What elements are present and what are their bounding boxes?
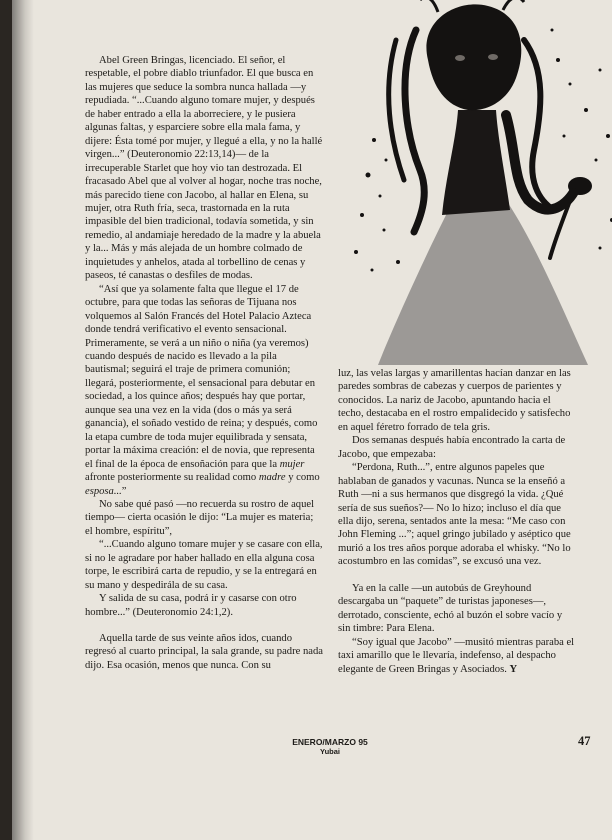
- emphasis: mujer: [279, 458, 305, 470]
- paragraph: Dos semanas después había encontrado la carta de Jacobo, que empezaba:: [338, 435, 566, 460]
- ink-illustration: [338, 0, 612, 365]
- paragraph: [85, 283, 323, 498]
- paragraph: luz, las velas largas y amarillentas hacían danzar en las paredes sombras de cabezas y cuerpos de parientes y conocidos. La nariz de Jacobo, apuntando hacia el techo, destacaba en el rostro empalidecido y satisfecho en aquel féretro forrado de tela gris.: [338, 368, 571, 433]
- paragraph: “Perdona, Ruth...”, entre algunos papeles que hablaban de ganados y vacunas. Nunca se la enseñó a Ruth —ni a sus hermanos que disgregó la vida. ¿Qué sería de sus sueños?— No lo hizo; incluso el día que ella dijo, serena, sentados ante la mesa: “Me caso con John Fleming ...”; aquel gringo jubilado y aséptico que murió a los tres años porque adoraba el whisky. “No lo acostumbro en las comidas”, se excusó una vez.: [338, 462, 571, 568]
- paragraph: Y salida de su casa, podrá ir y casarse con otro hombre...” (Deuteronomio 24:1,2).: [85, 593, 297, 618]
- emphasis: madre: [258, 472, 286, 484]
- text-run: afronte posteriormente su realidad como: [85, 472, 259, 484]
- paragraph: No sabe qué pasó —no recuerda su rostro de aquel tiempo— cierta ocasión le dijo: “La mujer es materia; el hombre, espíritu”,: [85, 498, 315, 537]
- end-mark: Y: [509, 663, 518, 675]
- left-text-column: [85, 54, 323, 672]
- paragraph: Abel Green Bringas, licenciado. El señor, el respetable, el pobre diablo triunfador. El que busca en las mujeres que seduce la sombra nunca hallada —y repudiada. “...Cuando alguno tomare mujer, y después de haber entrado a ella la aborreciere, y le pusiera algunas faltas, y esparciere sobre ella mala fama, y dijere: Ésta tomé por mujer, y llegué a ella, y no la hallé virgen...” (Deuteronomio 22:13,14)— de la irrecuperable Starlet que hoy vio tan destrozada. El fracasado Abel que al volver al hogar, noche tras noche, más parecido tiene con Jacobo, al hallar en Elena, su mujer, otra Ruth fría, seca, trastornada en la ruta impasible del bien tradicional, todavía sometida, y sin remedio, al andamiaje heredado de la madre y la abuela y la... Más y más alejada de un hombre colmado de inquietudes y anhelos, atada al torbellino de cenas y paseos, té canastas o desfiles de modas.: [85, 55, 323, 282]
- issue-date: ENERO/MARZO 95: [292, 737, 368, 747]
- paragraph: Aquella tarde de sus veinte años idos, cuando regresó al cuarto principal, la sala grande, su padre nada dijo. Esa ocasión, menos que nunca. Con su: [85, 633, 323, 671]
- text-run: ”: [121, 485, 127, 497]
- magazine-name: Yubai: [319, 747, 340, 756]
- text-run: y como: [285, 472, 320, 484]
- footer-issue: [280, 737, 380, 757]
- text-run: “Así que ya solamente falta que llegue el 17 de octubre, para que todas las señoras de Tijuana nos volquemos al Salón Francés del Hotel Palacio Azteca donde tendrá verificativo el evento sensacional. Primeramente, se verá a un niño o niña (ya veremos) cuando después de nacido es llevado a la pila bautismal; seguirá el traje de primera comunión; llegará, posteriormente, el sensacional para debutar en sociedad, a los quince años; después hay que portar, aunque sea una vez en la vida (dos o más ya será ganancia), el soñado vestido de reina; y después, como la etapa cumbre de toda mujer equilibrada y sensata, portar la máxima creación: el de novia, que representa el final de la época de ensoñación para que la: [85, 283, 318, 470]
- paragraph: [338, 636, 576, 676]
- paragraph: Ya en la calle —un autobús de Greyhound descargaba un “paquete” de turistas japoneses—, derrotado, consciente, echó al buzón el sobre vacío y sin timbre: Para Elena.: [338, 582, 563, 635]
- magazine-page: [12, 0, 612, 840]
- emphasis: esposa...: [85, 485, 122, 497]
- right-text-column: [338, 367, 576, 676]
- paragraph: “...Cuando alguno tomare mujer y se casare con ella, si no le agradare por haber hallado en ella alguna cosa torpe, le escribirá carta de repudio, y se la entregará en su mano y despedirála de su casa.: [85, 539, 323, 591]
- page-number: 47: [578, 734, 591, 748]
- text-run: “Soy igual que Jacobo” —musitó mientras paraba el taxi amarillo que le llevaría, indefenso, al despacho elegante de Green Bringas y Asociados.: [338, 636, 575, 675]
